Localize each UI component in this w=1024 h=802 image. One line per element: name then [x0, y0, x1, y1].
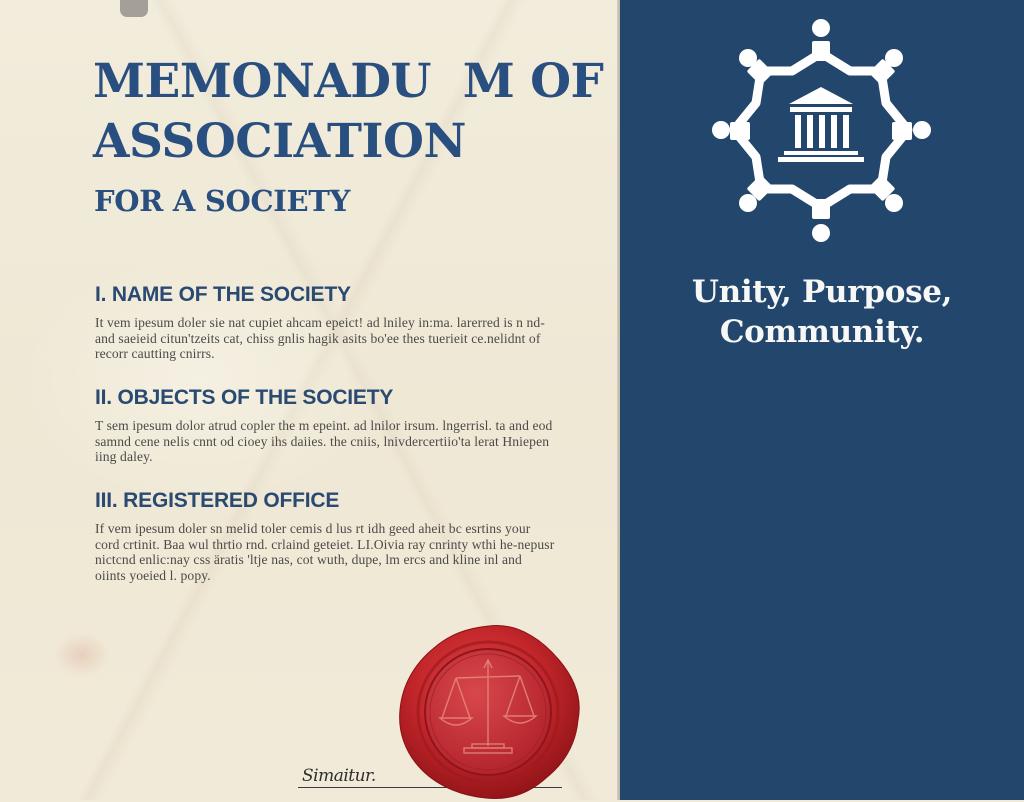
paper-clip-mark: [120, 0, 148, 17]
section-registered-office: [95, 489, 555, 583]
section-name-of-society: [95, 283, 555, 362]
section-body: If vem ipesum doler sn melid toler cemis d lus rt idh geed aheit bc esrtins your cord crtinit. Baa wul thrtio rnd. crlaind geteiet. LI.Oivia ray cnrinty wthi he-nepusr nictcnd enlic:nay css äratis 'ltje nas, cot wuth, dupe, lm ercs and kline inl and oiints yoeied l. popy.: [95, 521, 555, 583]
tagline: [620, 272, 1024, 352]
section-heading: III. REGISTERED OFFICE: [95, 489, 340, 512]
people-circle-building-logo-icon: [710, 15, 932, 245]
section-body: T sem ipesum dolor atrud copler the m epeint. ad lnilor irsum. lngerrisl. ta and eod samnd cene nelis cnnt od cioey ihs daiies. the cniis, lnivdercertiio'ta lerat Hniepen iing daley.: [95, 418, 553, 464]
section-heading: I. NAME OF THE SOCIETY: [95, 283, 351, 306]
tagline-line-2: Community.: [719, 314, 925, 350]
tagline-line-1: Unity, Purpose,: [691, 274, 953, 310]
title-line-2: ASSOCIATION: [93, 114, 466, 169]
signature-text: Simaitur.: [302, 766, 376, 786]
document-subtitle: FOR A SOCIETY: [94, 184, 350, 218]
section-heading: II. OBJECTS OF THE SOCIETY: [95, 386, 394, 409]
section-body: It vem ipesum doler sie nat cupiet ahcam epeict! ad lniley in:ma. larerred is n nd-and saeieid citun'tzeits cat, chiss gnlis hagik asits bo'ee thes tuerieit ce.nelidnt of recorr cautting cnirrs.: [95, 315, 545, 361]
wax-seal-icon: [394, 620, 584, 802]
title-line-1: MEMONADU M OF: [93, 54, 604, 109]
section-objects-of-society: [95, 386, 555, 465]
document-title: [93, 52, 603, 172]
